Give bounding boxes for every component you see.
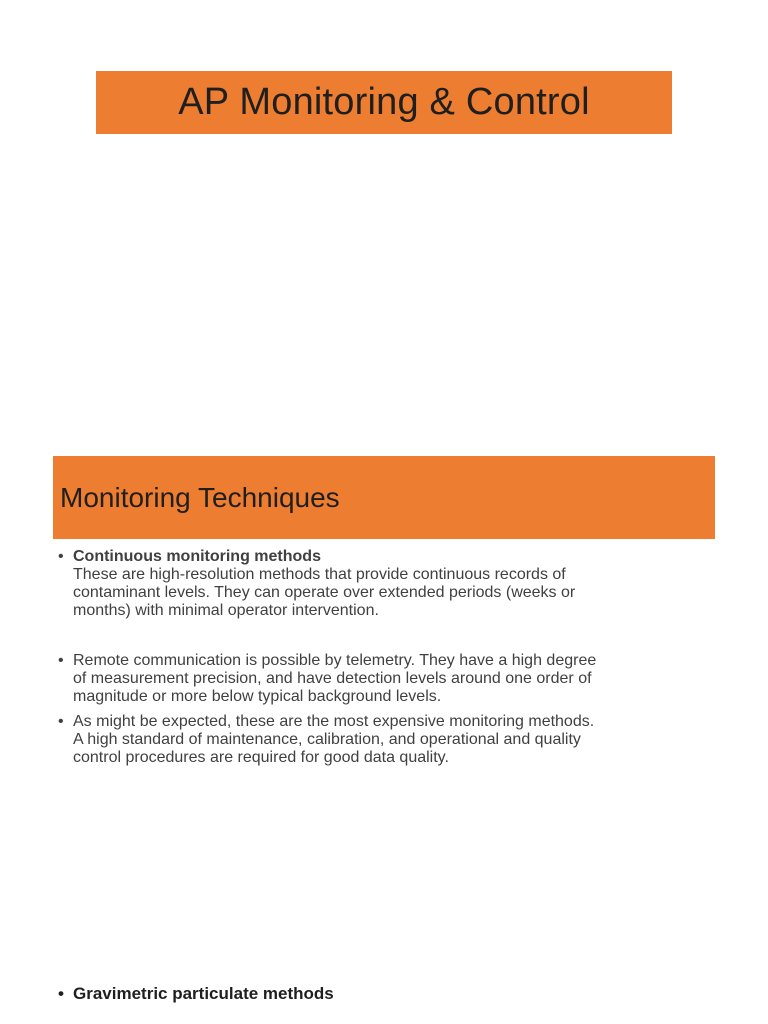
bullet-item [58,548,708,620]
bullet-item [58,652,708,706]
bullet-line: magnitude or more below typical background levels. [73,688,442,705]
bullet-line: These are high-resolution methods that provide continuous records of [73,566,566,583]
bullet-dot: • [58,548,64,565]
bullet-dot: • [58,652,64,669]
bullet-item [58,713,708,767]
bullet-line: A high standard of maintenance, calibration, and operational and quality [73,731,581,748]
slide-title: AP Monitoring & Control [178,81,590,123]
bullet-item [58,985,708,1003]
bullet-heading: Continuous monitoring methods [73,548,321,565]
bullet-line: As might be expected, these are the most expensive monitoring methods. [73,713,595,730]
bullet-heading: Gravimetric particulate methods [73,984,334,1003]
bullet-line: months) with minimal operator intervention. [73,602,379,619]
bullet-line: Remote communication is possible by telemetry. They have a high degree [73,652,597,669]
bullet-dot: • [58,984,64,1003]
section-title: Monitoring Techniques [60,481,340,513]
bullet-line: control procedures are required for good data quality. [73,749,449,766]
slide-title-banner [96,71,672,134]
bullet-dot: • [58,713,64,730]
bullet-line: of measurement precision, and have detection levels around one order of [73,670,592,687]
bullet-line: contaminant levels. They can operate over extended periods (weeks or [73,584,576,601]
section-header-banner [53,456,715,539]
